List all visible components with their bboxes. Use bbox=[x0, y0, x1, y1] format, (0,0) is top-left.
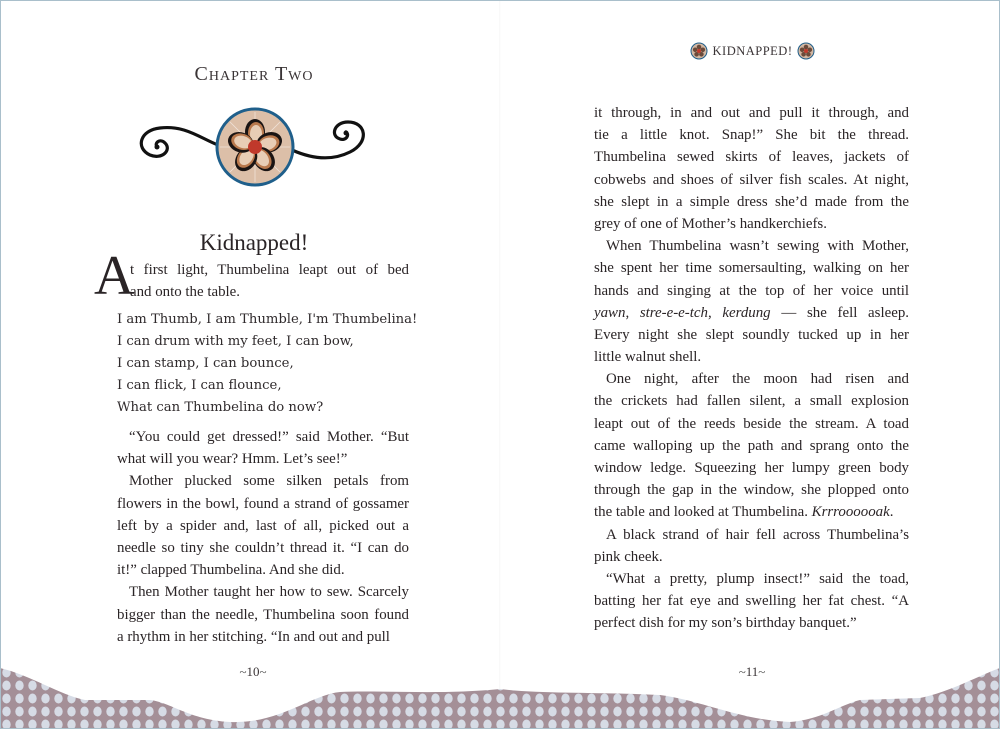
text-segment: perfect dish for my son’s birthday banquet.” bbox=[594, 615, 857, 632]
text-segment: a rhythm in her stitching. “In and out and pull bbox=[117, 628, 390, 645]
text-segment: little walnut shell. bbox=[594, 349, 702, 366]
poem-line: I am Thumb, I am Thumble, I'm Thumbelina! bbox=[117, 312, 418, 327]
text-segment: it!” clapped Thumbelina. And she did. bbox=[117, 562, 345, 579]
text-line bbox=[594, 612, 909, 634]
chapter-title: Kidnapped! bbox=[199, 230, 309, 255]
text-line bbox=[594, 235, 909, 257]
text-segment: leapt out of the reeds beside the stream. A toad bbox=[594, 415, 909, 432]
text-line bbox=[594, 457, 909, 479]
text-line bbox=[117, 426, 409, 448]
text-segment: Every night she slept soundly tucked up in her bbox=[594, 326, 909, 343]
drop-cap: A bbox=[94, 245, 135, 307]
pebble-border-decoration bbox=[0, 640, 1000, 729]
text-line: and onto the table. bbox=[130, 284, 240, 301]
text-line bbox=[594, 102, 909, 124]
text-segment: Then Mother taught her how to sew. Scarcely bbox=[129, 584, 409, 601]
text-line bbox=[594, 124, 909, 146]
text-segment: what will you wear? Hmm. Let’s see!” bbox=[117, 451, 348, 468]
text-segment: it through, in and out and pull it through, and bbox=[594, 105, 909, 121]
flower-medallion-icon bbox=[797, 42, 815, 60]
book-spine bbox=[499, 0, 501, 729]
text-segment: the table and looked at Thumbelina. bbox=[594, 504, 812, 521]
text-line bbox=[594, 368, 909, 390]
swirl-icon: ~ bbox=[239, 664, 247, 679]
poem-line: I can flick, I can flounce, bbox=[117, 378, 282, 393]
text-segment: . bbox=[889, 504, 894, 521]
text-line bbox=[594, 501, 909, 523]
running-head-title: KIDNAPPED! bbox=[712, 43, 793, 58]
text-line bbox=[117, 604, 409, 626]
text-segment: flowers in the bowl, found a strand of gossamer bbox=[117, 495, 409, 512]
swirl-icon: ~ bbox=[758, 664, 766, 679]
swirl-icon: ~ bbox=[259, 664, 267, 679]
opening-paragraph bbox=[130, 259, 409, 303]
text-segment: window ledge. Squeezing her lumpy green body bbox=[594, 460, 909, 476]
poem bbox=[117, 309, 417, 419]
text-line bbox=[594, 146, 909, 168]
text-segment: through the gap in the window, she plopped onto bbox=[594, 482, 909, 499]
italic-text: Krrroooooak bbox=[811, 504, 890, 521]
left-body-text bbox=[117, 426, 409, 648]
text-segment: hands and singing at the top of her voice until bbox=[594, 282, 909, 299]
text-line bbox=[594, 568, 909, 590]
text-line bbox=[594, 524, 909, 546]
text-segment: When Thumbelina wasn’t sewing with Mother, bbox=[606, 238, 909, 255]
text-line bbox=[117, 537, 409, 559]
text-line bbox=[594, 390, 909, 412]
text-line bbox=[594, 413, 909, 435]
text-line bbox=[117, 493, 409, 515]
page-number: 11 bbox=[745, 664, 759, 679]
page-number: 10 bbox=[246, 664, 260, 679]
flower-medallion-icon bbox=[130, 100, 380, 190]
text-line bbox=[594, 324, 909, 346]
text-segment: Mother plucked some silken petals from bbox=[129, 473, 409, 490]
text-segment: batting her fat eye and swelling her fat chest. “A bbox=[594, 593, 909, 610]
chapter-label: Chapter Two bbox=[194, 63, 314, 85]
text-line bbox=[117, 515, 409, 537]
text-segment: — she fell asleep. bbox=[770, 304, 909, 321]
italic-text: yawn bbox=[594, 304, 626, 321]
text-segment: Thumbelina sewed skirts of leaves, jackets of bbox=[594, 149, 909, 166]
italic-text: stre-e-e-tch bbox=[639, 304, 708, 321]
text-line bbox=[594, 257, 909, 279]
text-segment: she spent her time somersaulting, walking on her bbox=[594, 260, 909, 277]
text-line bbox=[594, 280, 909, 302]
text-segment: cobwebs and shoes of silver fish scales. At night, bbox=[594, 171, 909, 188]
text-segment: tie a little knot. Snap!” She bit the thread. bbox=[594, 127, 909, 144]
poem-line: I can stamp, I can bounce, bbox=[117, 356, 294, 371]
text-line bbox=[117, 470, 409, 492]
text-line bbox=[594, 346, 909, 368]
text-segment: bigger than the needle, Thumbelina soon found bbox=[117, 606, 409, 623]
text-segment: needle so tiny she couldn’t thread it. “I can do bbox=[117, 539, 409, 556]
text-segment: A black strand of hair fell across Thumbelina’s bbox=[606, 526, 909, 543]
text-line bbox=[117, 448, 409, 470]
text-segment: , bbox=[707, 304, 723, 321]
text-line bbox=[117, 559, 409, 581]
text-segment: came walloping up the path and sprang onto the bbox=[594, 437, 909, 454]
text-line bbox=[594, 213, 909, 235]
text-line bbox=[594, 479, 909, 501]
poem-line: What can Thumbelina do now? bbox=[117, 400, 324, 415]
right-body-text bbox=[594, 102, 909, 635]
text-line bbox=[594, 546, 909, 568]
text-segment: grey of one of Mother’s handkerchiefs. bbox=[594, 215, 827, 232]
poem-line: I can drum with my feet, I can bow, bbox=[117, 334, 354, 349]
text-segment: pink cheek. bbox=[594, 548, 663, 565]
running-head bbox=[690, 40, 815, 62]
flower-medallion-icon bbox=[690, 42, 708, 60]
text-line: t first light, Thumbelina leapt out of bed bbox=[130, 262, 409, 278]
italic-text: kerdung bbox=[722, 304, 771, 321]
text-segment: she slept in a simple dress she’d made from the bbox=[594, 193, 909, 210]
text-line bbox=[117, 581, 409, 603]
text-segment: the crickets had fallen silent, a small explosion bbox=[594, 393, 909, 410]
swirl-icon: ~ bbox=[738, 664, 746, 679]
text-segment: “What a pretty, plump insect!” said the toad, bbox=[606, 570, 909, 587]
text-segment: left by a spider and, last of all, picked out a bbox=[117, 517, 409, 534]
text-segment: One night, after the moon had risen and bbox=[606, 371, 909, 388]
text-line bbox=[594, 191, 909, 213]
text-line bbox=[594, 302, 909, 324]
text-line bbox=[594, 169, 909, 191]
text-segment: “You could get dressed!” said Mother. “But bbox=[129, 429, 409, 445]
text-line bbox=[594, 435, 909, 457]
text-segment: , bbox=[625, 304, 640, 321]
text-line bbox=[594, 590, 909, 612]
